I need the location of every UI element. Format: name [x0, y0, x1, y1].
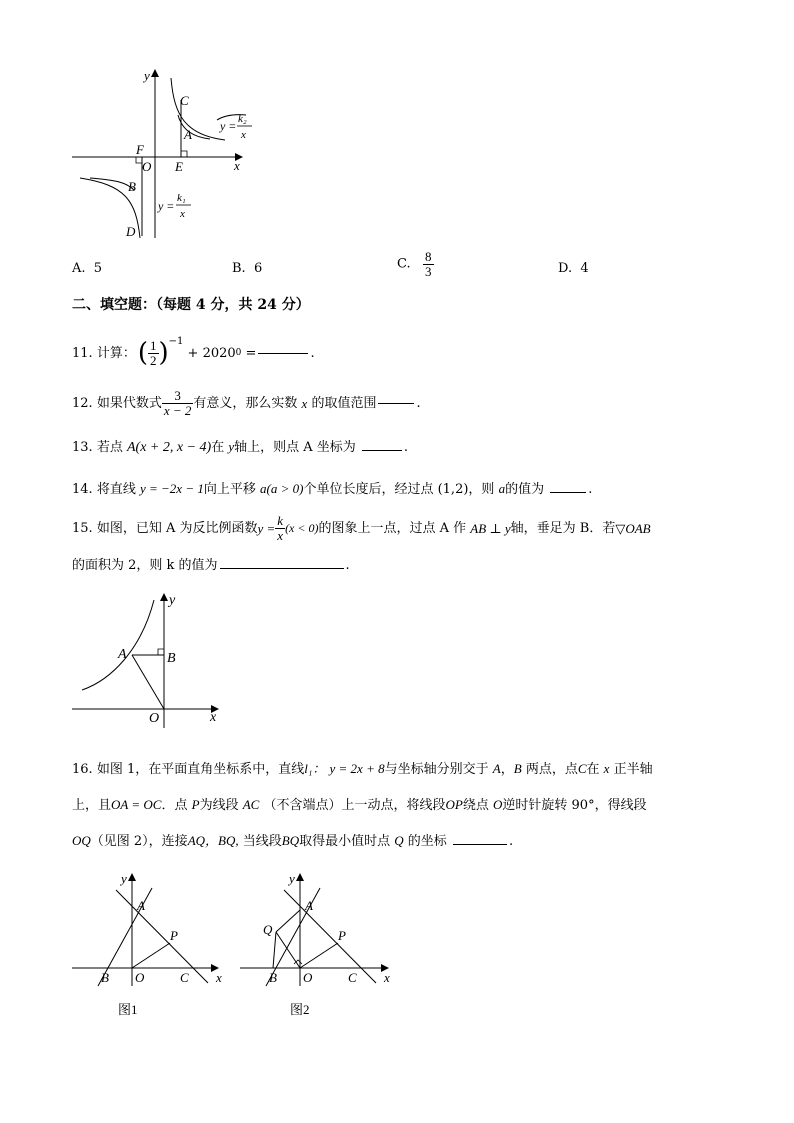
- svg-text:B: B: [269, 970, 277, 985]
- section-heading: 二、填空题：（每题 4 分，共 24 分）: [72, 297, 310, 313]
- question-15-line1: 15. 如图，已知 A 为反比例函数 y = $\frac{k}{x}$ (x < 0) 的图象上一点，过点 A 作 AB ⊥ y 轴，垂足为 B．若 ▽OAB: [72, 512, 651, 543]
- svg-text:A: A: [118, 647, 127, 662]
- svg-text:B: B: [101, 970, 109, 985]
- svg-text:x: x: [216, 970, 222, 985]
- eq-k2-eq: =: [229, 119, 236, 133]
- question-14: 14. 将直线 y = −2x − 1向上平移 a(a > 0)个单位长度后，经过点 (1,2)，则 a的值为 .: [72, 481, 593, 497]
- svg-text:A: A: [137, 898, 145, 913]
- question-13: 13. 若点 A(x + 2, x − 4)在 y轴上，则点 A 坐标为 .: [72, 439, 409, 455]
- svg-text:B: B: [167, 651, 176, 666]
- curve-k2-outer: [171, 78, 225, 140]
- svg-text:图2: 图2: [290, 1002, 310, 1017]
- svg-text:x: x: [210, 710, 217, 725]
- answer-blank-15[interactable]: [220, 567, 344, 569]
- label-x: x: [234, 158, 240, 173]
- answer-blank-14[interactable]: [550, 491, 586, 493]
- svg-text:P: P: [338, 928, 346, 943]
- question-16-line1: 16. 如图 1，在平面直角坐标系中，直线l₁： y = 2x + 8与坐标轴分别交于 A，B 两点，点C在 x 正半轴: [72, 761, 653, 777]
- option-c: C. $\frac{8}{3}$: [397, 249, 432, 279]
- figure-q16-1: [68, 868, 233, 1028]
- eq-k2-num: k₂: [238, 113, 247, 125]
- svg-text:Q: Q: [263, 922, 273, 937]
- svg-text:x: x: [384, 970, 390, 985]
- svg-text:O: O: [149, 711, 160, 726]
- label-d: D: [126, 224, 136, 239]
- answer-blank-11[interactable]: [258, 352, 308, 354]
- svg-text:y: y: [169, 593, 176, 608]
- label-o: O: [142, 159, 152, 174]
- svg-text:P: P: [170, 928, 178, 943]
- label-a: A: [184, 127, 192, 142]
- hyperbola-branch: [82, 600, 154, 690]
- svg-text:图1: 图1: [118, 1002, 138, 1017]
- option-c-fraction: $\frac{8}{3}$: [425, 249, 432, 279]
- eq-k1-den: x: [180, 208, 185, 220]
- eq-k1-y: y: [158, 199, 164, 213]
- svg-text:C: C: [348, 970, 357, 985]
- answer-blank-13[interactable]: [362, 449, 402, 451]
- svg-text:C: C: [180, 970, 189, 985]
- option-b: B. 6: [232, 261, 263, 276]
- answer-blank-12[interactable]: [378, 402, 414, 404]
- svg-text:y: y: [289, 871, 295, 886]
- question-11: 11. 计算： ( $\frac{1}{2}$ ) $^{-1}$ + 2020 0 = .: [72, 336, 315, 368]
- figure-q16-2: [236, 868, 401, 1028]
- right-angle-e: [181, 151, 187, 157]
- label-b: B: [128, 179, 136, 194]
- eq-k2-den: x: [241, 129, 246, 141]
- eq-k1-num: k₁: [177, 192, 186, 204]
- option-a: A. 5: [72, 261, 103, 276]
- question-12: 12. 如果代数式 $\frac{3}{x - 2}$ 有意义，那么实数 x 的取值范围 .: [72, 387, 421, 418]
- question-15-line2: 的面积为 2，则 k 的值为 .: [72, 558, 350, 573]
- svg-text:y: y: [121, 871, 127, 886]
- eq-k1-eq: =: [167, 199, 174, 213]
- option-d: D. 4: [558, 261, 589, 276]
- eq-k2-y: y: [220, 119, 226, 133]
- question-16-line3: OQ（见图 2），连接AQ，BQ, 当线段BQ取得最小值时点 Q 的坐标 .: [72, 833, 514, 849]
- figure-q15: [66, 590, 236, 730]
- svg-text:A: A: [305, 898, 313, 913]
- label-y: y: [144, 68, 150, 83]
- label-e: E: [175, 159, 183, 174]
- svg-text:O: O: [135, 970, 145, 985]
- figure-hyperbolas: [60, 60, 280, 250]
- svg-text:O: O: [303, 970, 313, 985]
- question-16-line2: 上，且OA = OC．点 P为线段 AC （不含端点）上一动点，将线段OP绕点 O逆时针旋转 90°，得线段: [72, 797, 647, 813]
- label-c: C: [180, 93, 189, 108]
- label-f: F: [136, 142, 144, 157]
- answer-blank-16[interactable]: [453, 843, 507, 845]
